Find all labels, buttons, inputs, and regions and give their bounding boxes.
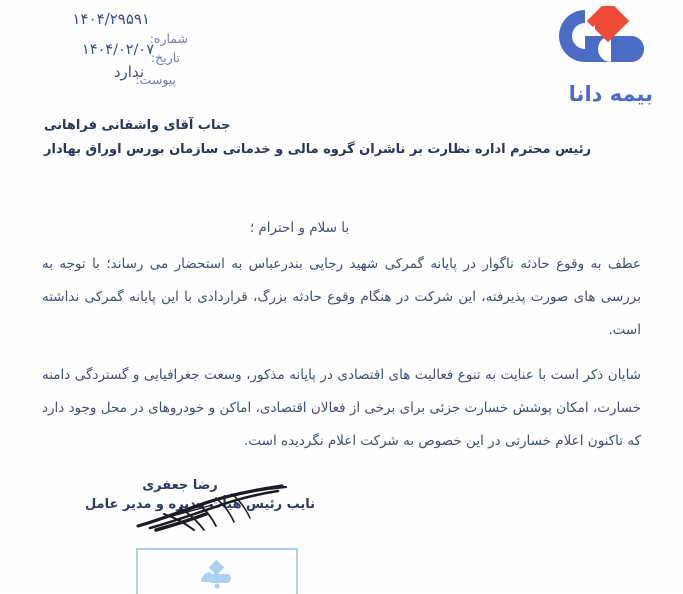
stamp-logo-icon (195, 560, 239, 590)
header-field-attachment (44, 63, 254, 90)
header-attachment-label: پیوست: (135, 72, 176, 87)
letter-header-meta (44, 10, 254, 90)
signatory-title: نایب رئیس هیأت مدیره و مدیر عامل (84, 497, 316, 512)
stamp-logo (138, 560, 296, 590)
dana-insurance-logo-icon (553, 6, 657, 80)
body-paragraph: شایان ذکر است با عنایت به تنوع فعالیت های اقتصادی در پایانه مذکور، وسعت جغرافیایی و گستردگی دامنه خسارت، امکان پوشش خسارت جزئی برای برخی از فعالان اقتصادی، اماکن و خودروهای در محل وجود دارد که تاکنون اعلام خسارتی در این خصوص به شرکت اعلام نگردیده است. (42, 367, 641, 449)
header-attachment-value: ندارد (113, 63, 144, 81)
header-number-label: شماره: (149, 31, 188, 46)
recipient-block (40, 118, 643, 157)
company-stamp (136, 548, 298, 594)
letter-body (42, 248, 641, 468)
header-number-value: ۱۴۰۴/۲۹۵۹۱ (72, 10, 150, 28)
salutation: با سلام و احترام ؛ (249, 220, 350, 236)
signatory-name: رضا جعفری (142, 478, 218, 493)
header-date-label: تاریخ: (150, 50, 180, 65)
signature-block (0, 478, 400, 512)
recipient-title: رئیس محترم اداره نظارت بر ناشران گروه مالی و خدماتی سازمان بورس اوراق بهادار (44, 142, 592, 157)
header-date-value: ۱۴۰۴/۰۲/۰۷ (81, 42, 154, 58)
logo-wordmark: بیمه دانا (568, 82, 653, 106)
recipient-name: جناب آقای واشقانی فراهانی (44, 118, 231, 133)
body-paragraph: عطف به وقوع حادثه ناگوار در پایانه گمرکی شهید رجایی بندرعباس به استحضار می رساند؛ با توجه به بررسی های صورت پذیرفته، این شرکت در هنگام وقوع حادثه بزرگ، قراردادی با این پایانه گمرکی نداشته است. (42, 256, 641, 338)
header-field-date (44, 42, 254, 66)
company-logo (541, 6, 671, 106)
